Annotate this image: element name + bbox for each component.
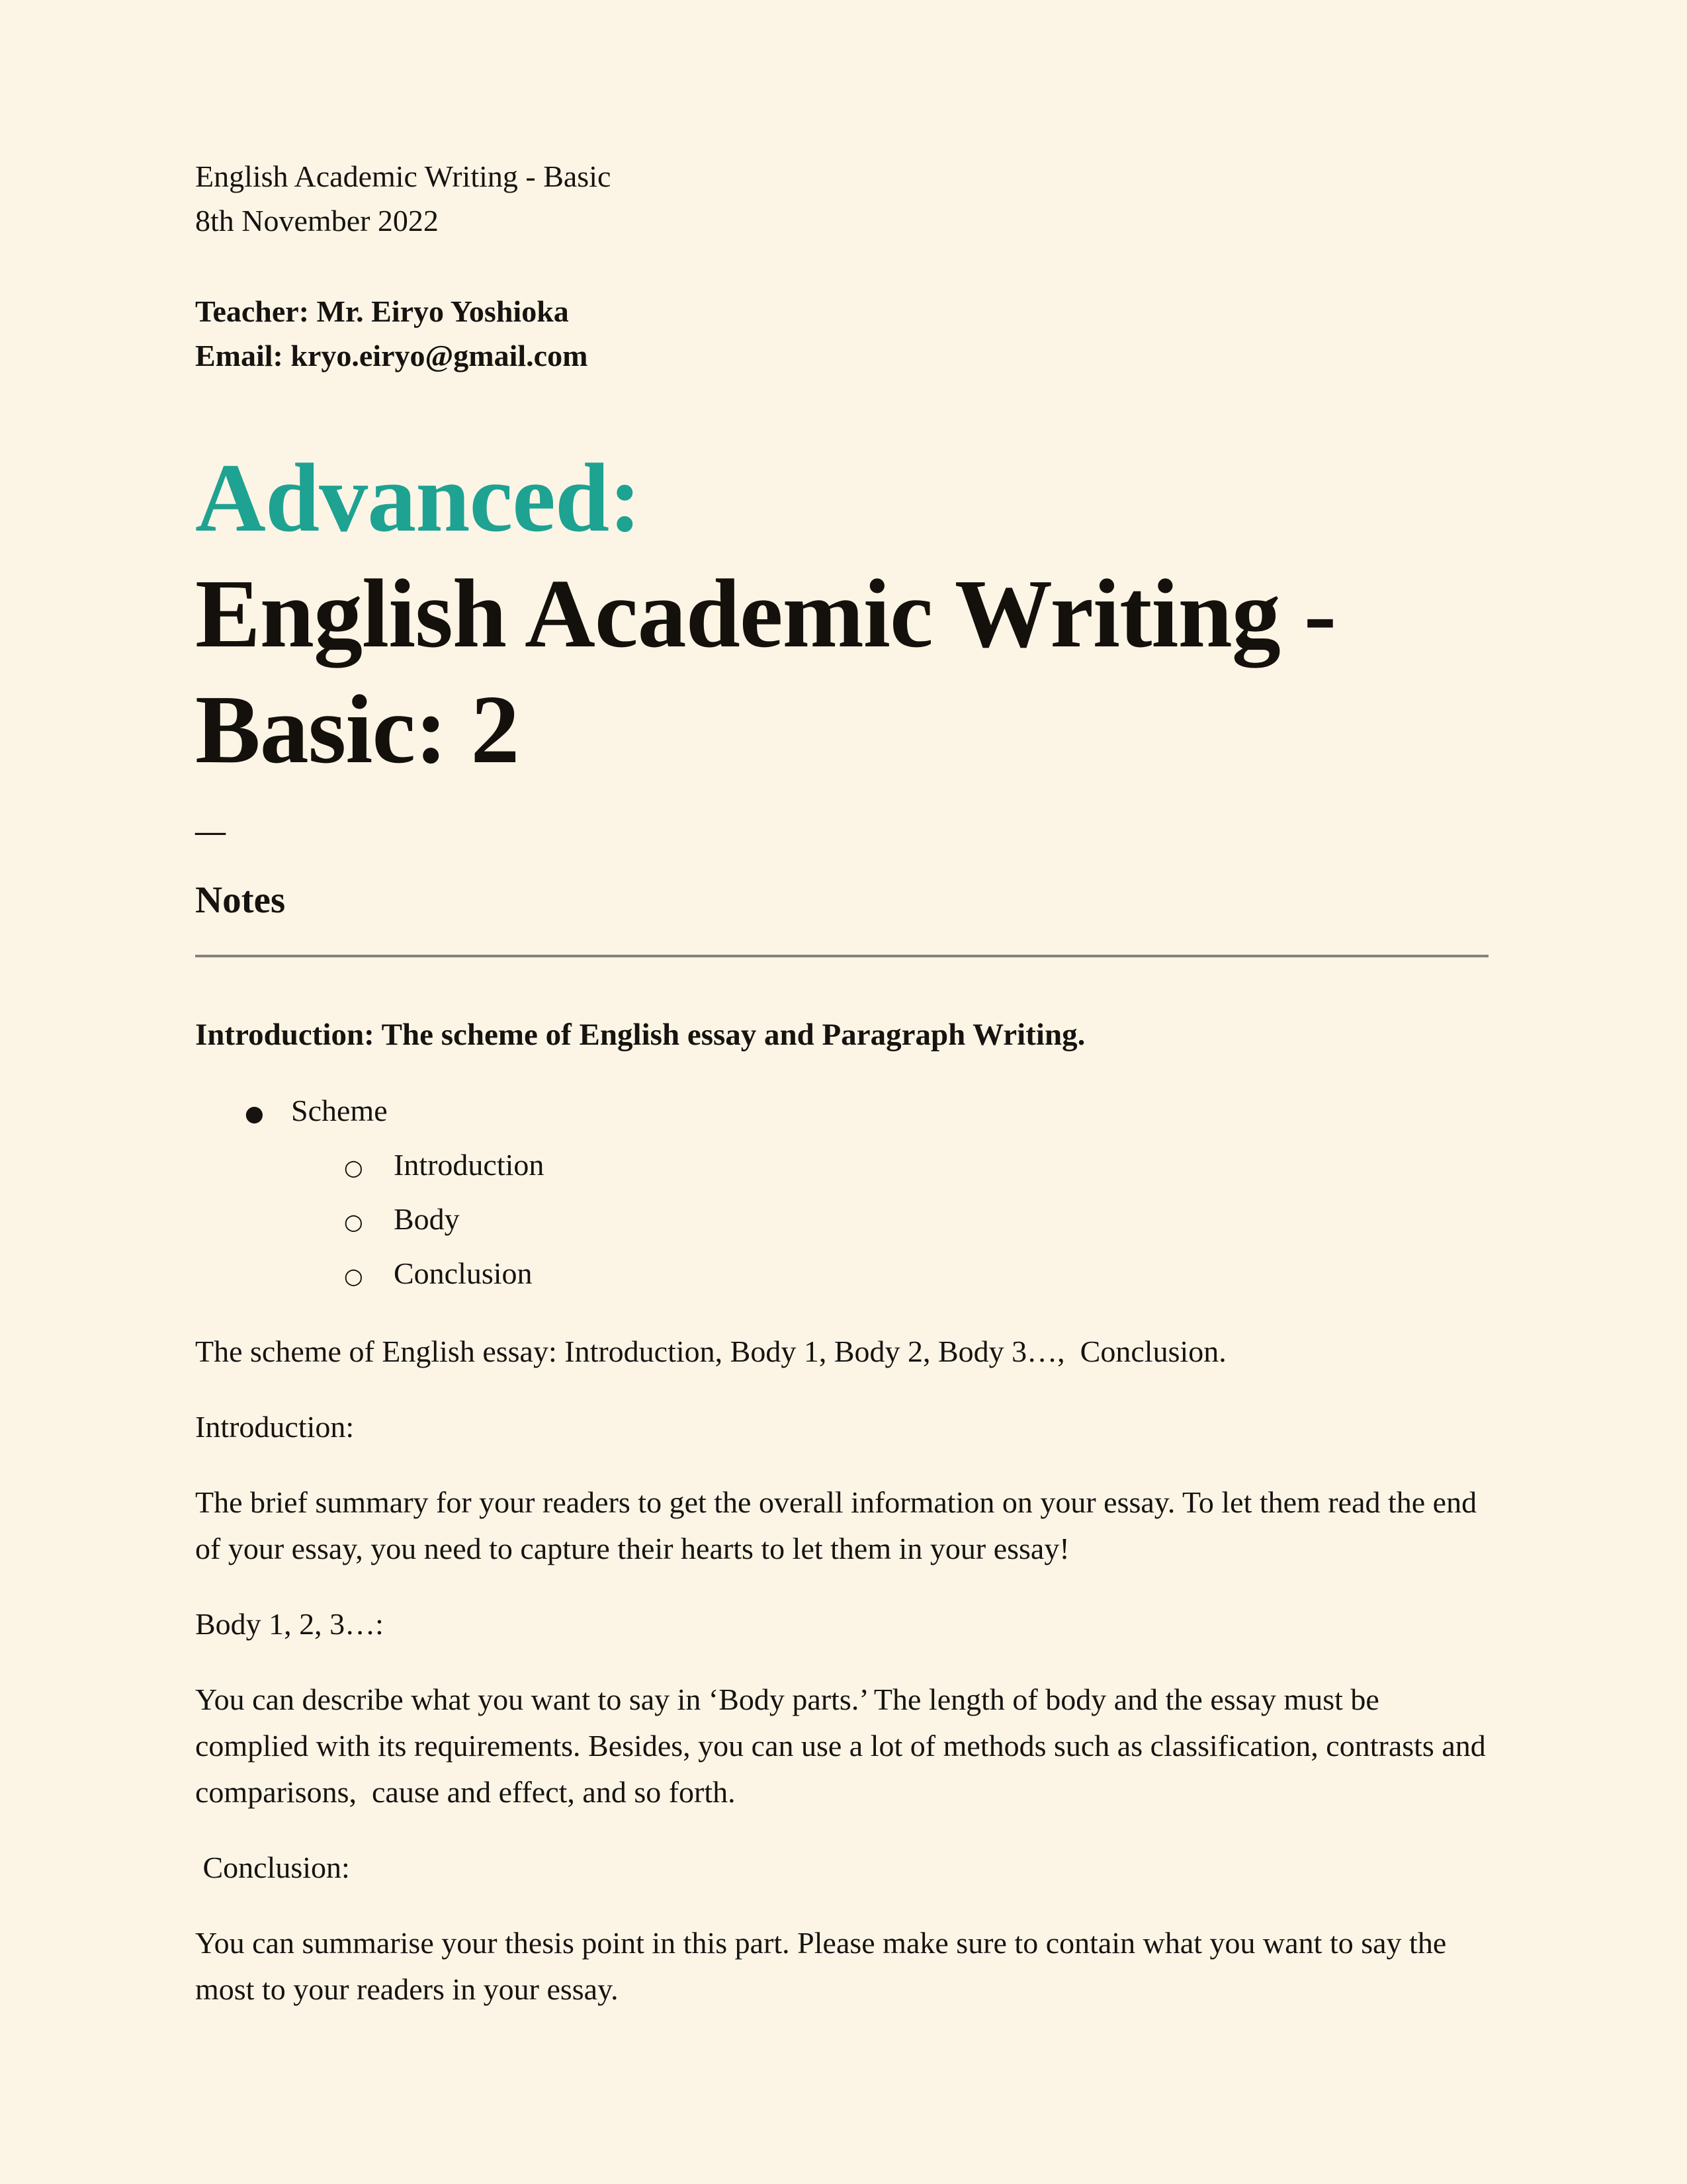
list-item-label: Body [394, 1202, 460, 1236]
paragraph-scheme-summary: The scheme of English essay: Introduction, Body 1, Body 2, Body 3…, Conclusion. [195, 1334, 1227, 1368]
paragraph-body-body: You can describe what you want to say in ‘Body parts.’ The length of body and the essay must be complied with its requirements. Besides, you can use a lot of methods such as classification, contrasts and comparisons, cause and effect, and so forth. [195, 1682, 1494, 1809]
list-item-label: Scheme [291, 1094, 388, 1127]
paragraph-introduction-body: The brief summary for your readers to get the overall information on your essay. To let them read the end of your essay, you need to capture their hearts to let them in your essay! [195, 1485, 1485, 1565]
paragraph-introduction-label: Introduction: [195, 1410, 355, 1444]
document-title [195, 556, 1489, 788]
notes-label: Notes [195, 879, 286, 921]
filled-bullet-icon: ● [245, 1100, 264, 1126]
scheme-bullet-list [195, 1088, 1489, 1299]
section-heading: Introduction: The scheme of English essay and Paragraph Writing. [195, 1018, 1086, 1052]
paragraph-body-label: Body 1, 2, 3…: [195, 1607, 384, 1641]
email-line: Email: kryo.eiryo@gmail.com [195, 339, 588, 372]
list-item [195, 1142, 1489, 1191]
title-kicker: Advanced: [195, 444, 641, 552]
list-item-label: Conclusion [394, 1256, 533, 1290]
course-name: English Academic Writing - Basic [195, 159, 611, 193]
list-item [195, 1196, 1489, 1245]
teacher-line: Teacher: Mr. Eiryo Yoshioka [195, 294, 569, 328]
document-header [195, 154, 1489, 378]
title-dash: — [195, 814, 226, 848]
hollow-bullet-icon: ○ [344, 1155, 363, 1180]
section-divider [195, 955, 1489, 957]
hollow-bullet-icon: ○ [344, 1263, 363, 1289]
paragraph-conclusion-body: You can summarise your thesis point in this part. Please make sure to contain what you want to say the most to your readers in your essay. [195, 1926, 1454, 2006]
list-item [195, 1088, 1489, 1137]
list-item [195, 1250, 1489, 1299]
document-title-line-2: Basic: 2 [195, 676, 519, 784]
document-title-line-1: English Academic Writing - [195, 560, 1336, 668]
list-item-label: Introduction [394, 1148, 544, 1182]
hollow-bullet-icon: ○ [344, 1209, 363, 1235]
document-date: 8th November 2022 [195, 204, 439, 238]
paragraph-conclusion-label: Conclusion: [195, 1851, 350, 1884]
